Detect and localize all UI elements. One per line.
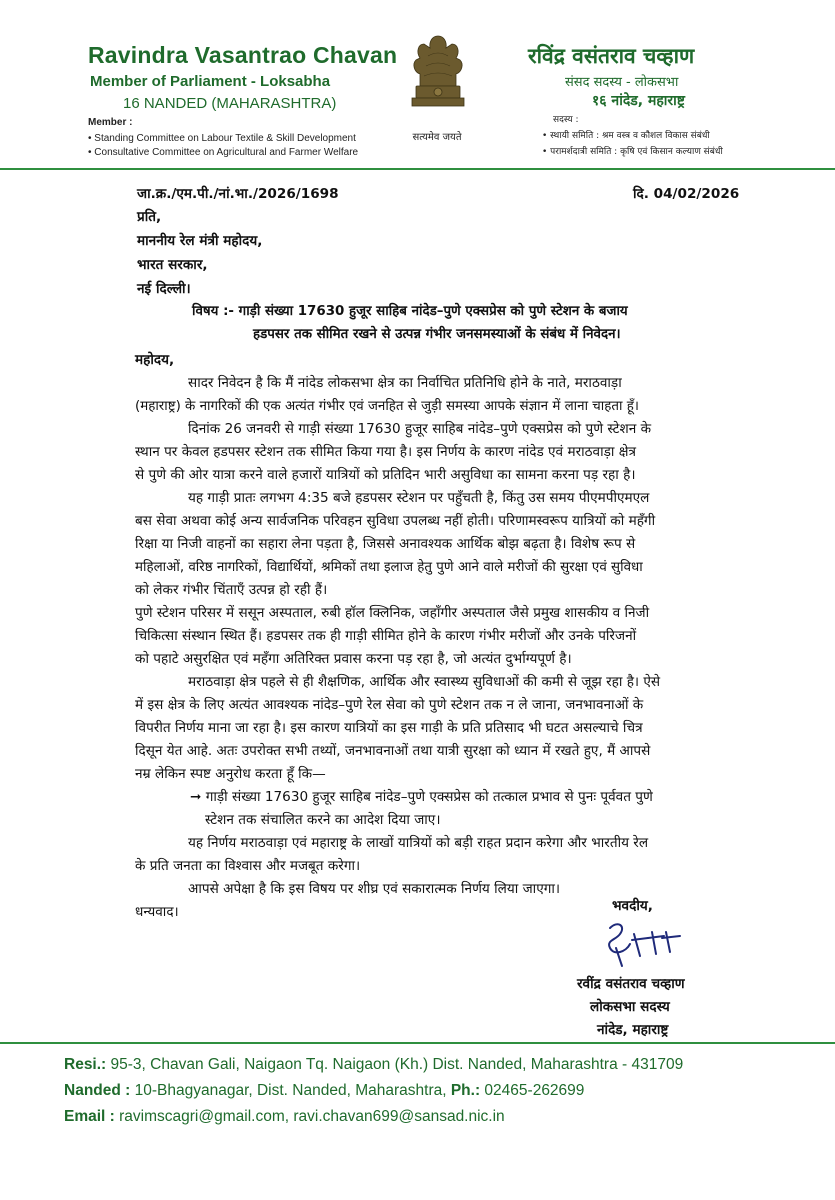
signatory-place: नांदेड, महाराष्ट्र: [597, 1022, 669, 1038]
subject-line-2: हडपसर तक सीमित रखने से उत्पन्न गंभीर जनसमस्याओं के संबंध में निवेदन।: [253, 327, 621, 342]
salutation: महोदय,: [135, 352, 175, 368]
footer-divider: [0, 1042, 835, 1044]
body-line: रिक्षा या निजी वाहनों का सहारा लेना पड़ता है, जिससे अनावश्यक आर्थिक बोझ बढ़ता है। विशेष रूप से: [135, 536, 636, 552]
committee-english-1: • Standing Committee on Labour Textile & Skill Development: [88, 133, 356, 144]
body-line: (महाराष्ट्र) के नागरिकों की एक अत्यंत गंभीर एवं जनहित से जुड़ी समस्या आपके संज्ञान में लाना चाहता हूँ।: [135, 399, 639, 414]
body-line: को पहाटे असुरक्षित एवं महँगा अतिरिक्त प्रवास करना पड़ रहा है, जो अत्यंत दुर्भाग्यपूर्ण है।: [135, 651, 572, 667]
email-addresses[interactable]: ravimscagri@gmail.com, ravi.chavan699@sansad.nic.in: [114, 1108, 505, 1125]
body-line: चिकित्सा संस्थान स्थित हैं। हडपसर तक ही गाड़ी सीमित होने के कारण गंभीर मरीजों और उनके परिजनों: [135, 628, 637, 644]
body-line: पुणे स्टेशन परिसर में ससून अस्पताल, रुबी हॉल क्लिनिक, जहाँगीर अस्पताल जैसे प्रमुख शासकीय व निजी: [135, 605, 650, 621]
member-label-english: Member :: [88, 117, 133, 128]
nanded-address: 10-Bhagyanagar, Dist. Nanded, Maharashtra,: [130, 1082, 447, 1099]
body-line: में इस क्षेत्र के लिए अत्यंत आवश्यक नांदेड–पुणे रेल सेवा को पुणे स्टेशन तक न ले जाना, जनभावनाओं के: [135, 697, 644, 713]
signature-icon: [596, 918, 692, 972]
emblem-motto: सत्यमेव जयते: [412, 132, 462, 143]
signatory-name: रवींद्र वसंतराव चव्हाण: [577, 976, 685, 992]
phone-number: 02465-262699: [480, 1082, 585, 1099]
body-line: यह गाड़ी प्रातः लगभग 4:35 बजे हडपसर स्टेशन पर पहुँचती है, किंतु उस समय पीएमपीएमएल: [188, 490, 650, 506]
committee-hindi-1: • स्थायी समिति : श्रम वस्त्र व कौशल विकास संबंधी: [542, 131, 710, 141]
residence-address: 95-3, Chavan Gali, Naigaon Tq. Naigaon (Kh.) Dist. Nanded, Maharashtra - 431709: [106, 1056, 684, 1073]
body-line: दिसून येत आहे. अतः उपरोक्त सभी तथ्यों, जनभावनाओं तथा यात्री सुरक्षा को ध्यान में रखते हुए, मैं आपसे: [135, 743, 651, 759]
subject-line-1: विषय :- गाड़ी संख्या 17630 हुजूर साहिब नांदेड–पुणे एक्सप्रेस को पुणे स्टेशन के बजाय: [192, 304, 628, 319]
committee-hindi-2: • परामर्शदात्री समिति : कृषि एवं किसान कल्याण संबंधी: [542, 147, 723, 157]
phone-label: Ph.:: [446, 1082, 481, 1099]
addressee-line-4: नई दिल्ली।: [137, 281, 191, 297]
residence-label: Resi.:: [64, 1056, 107, 1073]
request-line: स्टेशन तक संचालित करने का आदेश दिया जाए।: [205, 812, 441, 828]
body-line: सादर निवेदन है कि मैं नांदेड लोकसभा क्षेत्र का निर्वाचित प्रतिनिधि होने के नाते, मराठवाड़ा: [188, 375, 622, 391]
nanded-label: Nanded :: [64, 1082, 131, 1099]
closing: भवदीय,: [612, 898, 653, 914]
member-label-hindi: सदस्य :: [553, 115, 579, 125]
request-line: ➞ गाड़ी संख्या 17630 हुजूर साहिब नांदेड–पुणे एक्सप्रेस को तत्काल प्रभाव से पुनः पूर्ववत पुणे: [190, 789, 653, 805]
footer-residence: [64, 1056, 683, 1074]
body-line: नम्र लेकिन स्पष्ट अनुरोध करता हूँ कि—: [135, 766, 326, 782]
body-line: यह निर्णय मराठवाड़ा एवं महाराष्ट्र के लाखों यात्रियों को बड़ी राहत प्रदान करेगा और भारतीय रेल: [188, 835, 649, 851]
mp-name-english: Ravindra Vasantrao Chavan: [88, 42, 398, 68]
national-emblem-icon: [398, 30, 478, 130]
addressee-line-2: माननीय रेल मंत्री महोदय,: [137, 233, 263, 249]
body-line: आपसे अपेक्षा है कि इस विषय पर शीघ्र एवं सकारात्मक निर्णय लिया जाएगा।: [188, 881, 561, 897]
body-line: दिनांक 26 जनवरी से गाड़ी संख्या 17630 हुजूर साहिब नांदेड–पुणे एक्सप्रेस को पुणे स्टेशन के: [188, 421, 652, 437]
body-line: को लेकर गंभीर चिंताएँ उत्पन्न हो रही हैं।: [135, 582, 328, 598]
addressee-line-3: भारत सरकार,: [137, 257, 208, 273]
footer-email: [64, 1108, 505, 1126]
body-line: विपरीत निर्णय माना जा रहा है। इस कारण यात्रियों का इस गाड़ी के प्रति प्रतिसाद भी घटत असल्याचे चित्र: [135, 720, 643, 736]
mp-role-hindi: संसद सदस्य - लोकसभा: [565, 75, 679, 90]
body-line: से पुणे की ओर यात्रा करने वाले हजारों यात्रियों को प्रतिदिन भारी असुविधा का सामना करना पड़ रहा है।: [135, 467, 636, 483]
addressee-line-1: प्रति,: [137, 209, 162, 225]
footer-nanded: [64, 1082, 584, 1100]
body-line: बस सेवा अथवा कोई अन्य सार्वजनिक परिवहन सुविधा उपलब्ध नहीं होती। परिणामस्वरूप यात्रियों को महँगी: [135, 513, 656, 529]
body-line: महिलाओं, वरिष्ठ नागरिकों, विद्यार्थियों, श्रमिकों तथा इलाज हेतु पुणे आने वाले मरीजों की सुरक्षा एवं सुविधा: [135, 560, 643, 575]
reference-number: जा.क्र./एम.पी./नां.भा./2026/1698: [137, 186, 339, 202]
header-divider: [0, 168, 835, 170]
committee-english-2: • Consultative Committee on Agricultural and Farmer Welfare: [88, 147, 359, 158]
signatory-title: लोकसभा सदस्य: [590, 999, 670, 1015]
mp-role-english: Member of Parliament - Loksabha: [90, 73, 331, 90]
mp-constituency-english: 16 NANDED (MAHARASHTRA): [123, 95, 337, 112]
letter-date: दि. 04/02/2026: [633, 186, 740, 202]
mp-constituency-hindi: १६ नांदेड, महाराष्ट्र: [592, 93, 685, 109]
body-line: मराठवाड़ा क्षेत्र पहले से ही शैक्षणिक, आर्थिक और स्वास्थ्य सुविधाओं की कमी से जूझ रहा है। ऐसे: [188, 674, 661, 690]
body-line: स्थान पर केवल हडपसर स्टेशन तक सीमित किया गया है। इस निर्णय के कारण नांदेड एवं मराठवाड़ा क्षेत्र: [135, 444, 636, 460]
thanks: धन्यवाद।: [135, 904, 179, 920]
email-label: Email :: [64, 1108, 115, 1125]
mp-name-hindi: रविंद्र वसंतराव चव्हाण: [528, 44, 695, 68]
body-line: के प्रति जनता का विश्वास और मजबूत करेगा।: [135, 858, 361, 874]
